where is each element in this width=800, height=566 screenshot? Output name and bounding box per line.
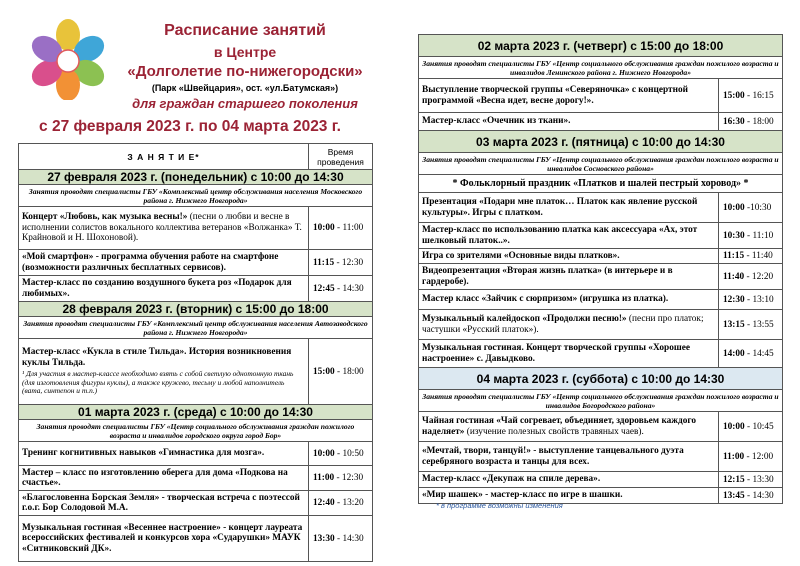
time-cell: 11:00 - 12:30	[309, 466, 373, 491]
table-row	[419, 223, 783, 249]
time-cell: 11:15 - 12:30	[309, 250, 373, 276]
activity-cell: Музыкальная гостиная «Весеннее настроение» - концерт лауреата всероссийских фестивалей и конкурсов хора «Сударушки» МАУК «Ситниковский ДК».	[19, 516, 309, 562]
table-row	[19, 516, 373, 562]
table-row	[419, 290, 783, 310]
day-header: 28 февраля 2023 г. (вторник) с 15:00 до 18:00	[19, 302, 373, 317]
time-cell: 12:40 - 13:20	[309, 491, 373, 516]
time-cell: 11:40 - 12:20	[719, 264, 783, 290]
activity-cell: Мастер-класс «Декупаж на спиле дерева».	[419, 472, 719, 488]
activity-cell: Музыкальная гостиная. Концерт творческой группы «Хорошее настроение» с. Давыдково.	[419, 340, 719, 368]
organizer-note: Занятия проводят специалисты ГБУ «Центр социального обслуживания граждан пожилого возраста и инвалидов Сосновского района»	[419, 153, 783, 175]
table-row	[19, 339, 373, 405]
activity-cell: Презентация «Подари мне платок… Платок как явление русской культуры». Игры с платком.	[419, 193, 719, 223]
activity-cell: Концерт «Любовь, как музыка весны!» (песни о любви и весне в исполнении солистов вокального коллектива ветеранов «Волжанка» Т. Крайновой и Н. Шохоновой).	[19, 207, 309, 250]
day-header: 01 марта 2023 г. (среда) с 10:00 до 14:30	[19, 405, 373, 420]
table-row	[419, 264, 783, 290]
schedule-period: с 27 февраля 2023 г. по 04 марта 2023 г.	[39, 118, 341, 135]
activity-cell: Мастер-класс «Очечник из ткани».	[419, 113, 719, 131]
time-cell: 12:45 - 14:30	[309, 276, 373, 302]
time-cell: 15:00 - 18:00	[309, 339, 373, 405]
activity-cell: Музыкальный калейдоскоп «Продолжи песню!» (песни про платок; частушки «Русский платок»).	[419, 310, 719, 340]
flower-logo-icon	[22, 18, 114, 100]
column-header-time: Время проведения	[309, 144, 373, 170]
activity-cell: Видеопрезентация «Вторая жизнь платка» (в интерьере и в гардеробе).	[419, 264, 719, 290]
organizer-note: Занятия проводят специалисты ГБУ «Комплексный центр обслуживания населения Московского района г. Нижнего Новгорода»	[19, 185, 373, 207]
organizer-note: Занятия проводят специалисты ГБУ «Комплексный центр обслуживания населения Автозаводского района г. Нижнего Новгорода»	[19, 317, 373, 339]
table-row	[19, 250, 373, 276]
activity-cell: Тренинг когнитивных навыков «Гимнастика для мозга».	[19, 442, 309, 466]
table-row	[419, 340, 783, 368]
activity-cell: «Мой смартфон» - программа обучения работе на смартфоне (возможности различных бесплатных сервисов).	[19, 250, 309, 276]
time-cell: 10:00 - 10:45	[719, 412, 783, 442]
park-location: (Парк «Швейцария», ост. «ул.Батумская»)	[151, 83, 339, 93]
activity-cell: Мастер-класс по созданию воздушного букета роз «Подарок для любимых».	[19, 276, 309, 302]
day-header: 03 марта 2023 г. (пятница) с 10:00 до 14:30	[419, 131, 783, 153]
center-name: «Долголетие по-нижегородски»	[127, 63, 363, 80]
page-title: Расписание занятий	[164, 22, 326, 39]
table-row	[419, 472, 783, 488]
time-cell: 11:00 - 12:00	[719, 442, 783, 472]
audience: для граждан старшего поколения	[132, 96, 358, 111]
time-cell: 13:15 - 13:55	[719, 310, 783, 340]
organizer-note: Занятия проводят специалисты ГБУ «Центр социального обслуживания граждан пожилого возраста и инвалидов Богородского района»	[419, 390, 783, 412]
table-row	[419, 113, 783, 131]
material-note: ¹ Для участия в мастер-классе необходимо взять с собой светлую однотонную ткань (для изготовления фигуры куклы), а также кружево, тесьму и любой наполнитель (вата, синтепон и т.п.)	[22, 369, 294, 396]
table-row	[19, 466, 373, 491]
activity-cell: «Благословенна Борская Земля» - творческая встреча с поэтессой г.о.г. Бор Солодовой М.А.	[19, 491, 309, 516]
day-header: 04 марта 2023 г. (суббота) с 10:00 до 14:30	[419, 368, 783, 390]
time-cell: 12:30 - 13:10	[719, 290, 783, 310]
day-header: 27 февраля 2023 г. (понедельник) с 10:00 до 14:30	[19, 170, 373, 185]
time-cell: 12:15 - 13:30	[719, 472, 783, 488]
table-row	[19, 442, 373, 466]
time-cell: 10:00 -10:30	[719, 193, 783, 223]
activity-cell: Игра со зрителями «Основные виды платков».	[419, 249, 719, 264]
subtitle-in-center: в Центре	[213, 44, 277, 60]
table-row	[419, 442, 783, 472]
time-cell: 13:45 - 14:30	[719, 488, 783, 504]
table-row	[19, 207, 373, 250]
table-row	[419, 249, 783, 264]
column-header-activity: З А Н Я Т И Е*	[19, 144, 309, 170]
table-row	[419, 193, 783, 223]
organizer-note: Занятия проводят специалисты ГБУ «Центр социального обслуживания граждан пожилого возраста и инвалидов Ленинского района г. Нижнего Новгорода»	[419, 57, 783, 79]
time-cell: 10:00 - 10:50	[309, 442, 373, 466]
time-cell: 10:30 - 11:10	[719, 223, 783, 249]
time-cell: 16:30 - 18:00	[719, 113, 783, 131]
time-cell: 11:15 - 11:40	[719, 249, 783, 264]
day-header: 02 марта 2023 г. (четверг) с 15:00 до 18:00	[419, 35, 783, 57]
activity-cell: «Мир шашек» - мастер-класс по игре в шашки.	[419, 488, 719, 504]
time-cell: 14:00 - 14:45	[719, 340, 783, 368]
activity-cell: Мастер-класс по использованию платка как аксессуара «Ах, этот шелковый платок..».	[419, 223, 719, 249]
table-row	[19, 491, 373, 516]
schedule-table-right	[418, 34, 783, 504]
activity-cell: Чайная гостиная «Чай согревает, объединяет, здоровьем каждого наделяет» (изучение полезных свойств травяных чаев).	[419, 412, 719, 442]
organizer-note: Занятия проводят специалисты ГБУ «Центр социального обслуживания граждан пожилого возраста и инвалидов городского округа город Бор»	[19, 420, 373, 442]
activity-cell: Выступление творческой группы «Северяночка» с концертной программой «Весна идет, весне дорогу!».	[419, 79, 719, 113]
changes-footnote: * в программе возможны изменения	[436, 501, 563, 510]
activity-cell: Мастер-класс «Кукла в стиле Тильда». История возникновения куклы Тильда. ¹ Для участия в мастер-классе необходимо взять с собой светлую однотонную ткань (для изготовления фигуры куклы), а также кружево, тесьму и любой наполнитель (вата, синтепон и т.п.)	[19, 339, 309, 405]
table-row	[419, 310, 783, 340]
time-cell: 13:30 - 14:30	[309, 516, 373, 562]
time-cell: 15:00 - 16:15	[719, 79, 783, 113]
activity-cell: «Мечтай, твори, танцуй!» - выступление танцевального дуэта серебряного возраста и танцы для всех.	[419, 442, 719, 472]
schedule-table-left	[18, 143, 373, 562]
table-row	[19, 276, 373, 302]
table-row	[419, 412, 783, 442]
time-cell: 10:00 - 11:00	[309, 207, 373, 250]
activity-cell: Мастер – класс по изготовлению оберега для дома «Подкова на счастье».	[19, 466, 309, 491]
activity-cell: Мастер класс «Зайчик с сюрпризом» (игрушка из платка).	[419, 290, 719, 310]
festival-title: * Фольклорный праздник «Платков и шалей пестрый хоровод» *	[419, 175, 783, 193]
table-row	[419, 79, 783, 113]
